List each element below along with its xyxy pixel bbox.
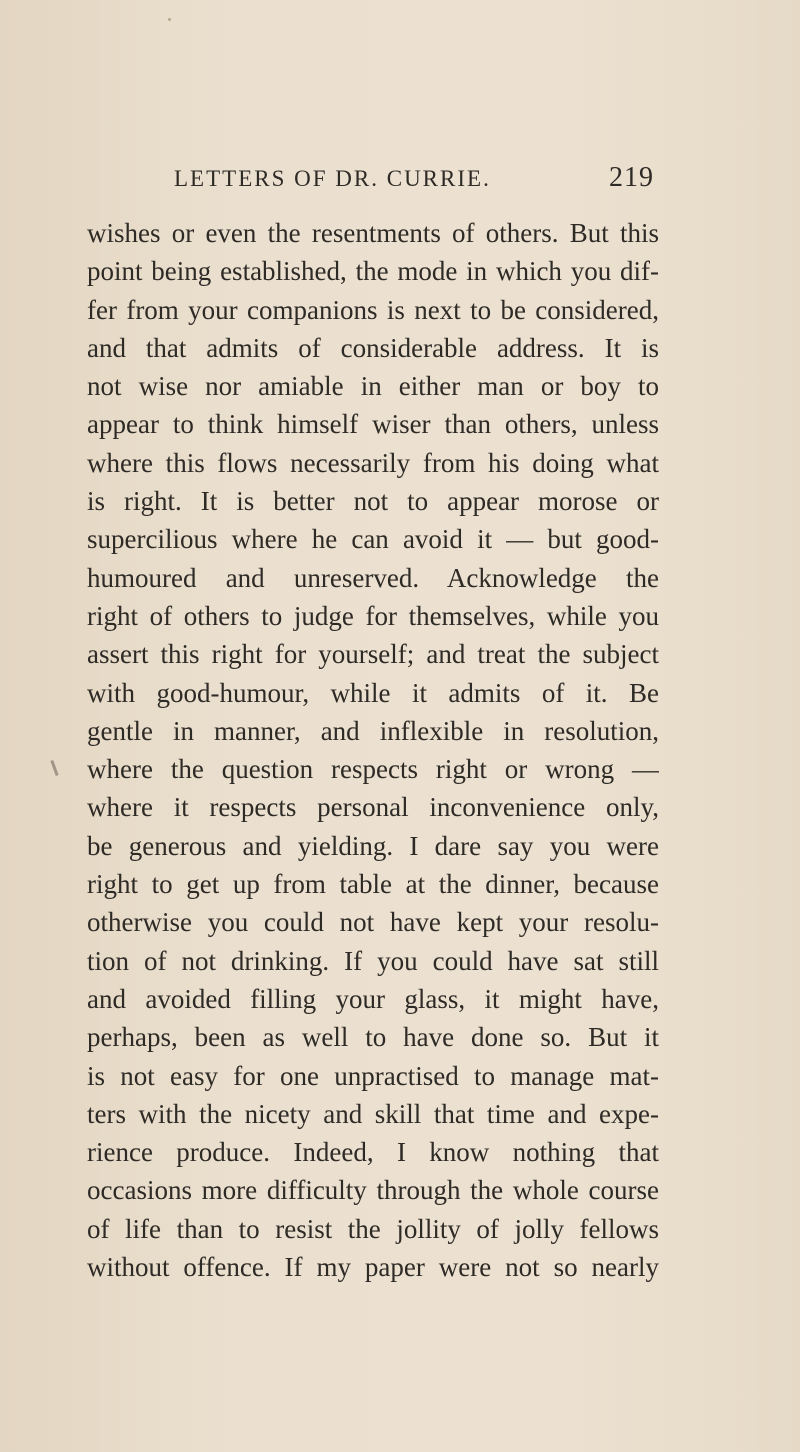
text-line: is not easy for one unpractised to manage mat- <box>87 1060 659 1091</box>
text-line: tion of not drinking. If you could have sat still <box>87 945 659 976</box>
text-line: assert this right for yourself; and treat the subject <box>87 639 659 670</box>
text-line: rience produce. Indeed, I know nothing that <box>87 1137 659 1168</box>
text-line: where it respects personal inconvenience only, <box>87 792 659 823</box>
page-number: 219 <box>609 162 654 193</box>
text-line: point being established, the mode in which you dif- <box>87 256 659 287</box>
text-line: fer from your companions is next to be considered, <box>87 294 659 325</box>
text-line: of life than to resist the jollity of jolly fellows <box>87 1213 659 1244</box>
page-header <box>174 164 654 196</box>
text-line: where this flows necessarily from his doing what <box>87 447 659 478</box>
margin-mark <box>50 760 58 776</box>
text-line: perhaps, been as well to have done so. But it <box>87 1022 659 1053</box>
text-line: right of others to judge for themselves, while you <box>87 600 659 631</box>
body-text <box>87 214 659 1286</box>
text-line: without offence. If my paper were not so nearly <box>87 1252 659 1283</box>
text-line: occasions more difficulty through the whole course <box>87 1175 659 1206</box>
text-line: is right. It is better not to appear morose or <box>87 486 659 517</box>
text-line: appear to think himself wiser than others, unless <box>87 409 659 440</box>
text-line: not wise nor amiable in either man or boy to <box>87 371 659 402</box>
text-line: ters with the nicety and skill that time and expe- <box>87 1098 659 1129</box>
text-line: wishes or even the resentments of others. But this <box>87 218 659 248</box>
text-line: otherwise you could not have kept your resolu- <box>87 907 659 938</box>
text-line: and avoided filling your glass, it might have, <box>87 983 659 1014</box>
text-line: humoured and unreserved. Acknowledge the <box>87 562 659 593</box>
text-line: and that admits of considerable address. It is <box>87 332 659 363</box>
text-line: with good-humour, while it admits of it. Be <box>87 677 659 708</box>
text-line: be generous and yielding. I dare say you were <box>87 830 659 861</box>
text-line: where the question respects right or wrong — <box>87 754 659 785</box>
running-title: LETTERS OF DR. CURRIE. <box>174 166 491 191</box>
text-line: gentle in manner, and inflexible in resolution, <box>87 715 659 746</box>
text-line: supercilious where he can avoid it — but good- <box>87 524 659 555</box>
text-line: right to get up from table at the dinner, because <box>87 869 659 900</box>
paper-speck <box>168 18 171 21</box>
